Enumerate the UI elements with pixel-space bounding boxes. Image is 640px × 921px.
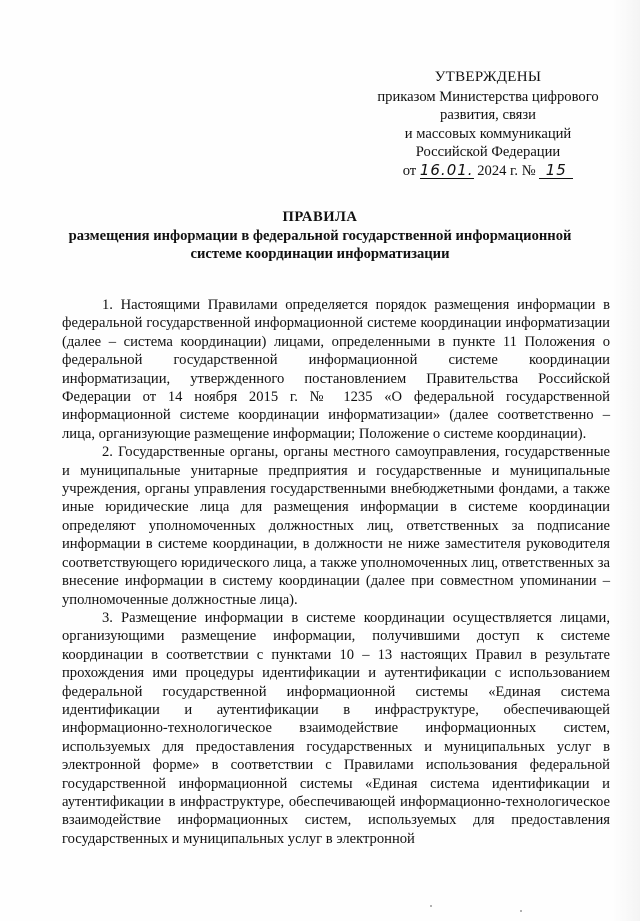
paragraph-1: 1. Настоящими Правилами определяется порядок размещения информации в федеральной государственной информационной системе координации информатизации (далее – система координации) лицами, определенными в пункте 11 Положения о федеральной государственной информационной системе координации информатизации, утвержденного постановлением Правительства Российской Федерации от 14 ноября 2015 г. № 1235 «О федеральной государственной информационной системе координации информатизации» (далее соответственно – лица, организующие размещение информации; Положение о системе координации). (62, 297, 610, 442)
scan-speck (520, 910, 522, 912)
document-title (20, 208, 620, 263)
handwritten-date: 16.01. (419, 160, 474, 179)
approval-heading: УТВЕРЖДЕНЫ (434, 69, 542, 85)
title-line-2: размещения информации в федеральной государственной информационной (68, 228, 572, 244)
approval-block (368, 68, 608, 181)
date-prefix: от (402, 162, 417, 179)
paragraph-3: 3. Размещение информации в системе координации осуществляется лицами, организующими размещение информации, получившими доступ к системе координации в соответствии с пунктами 10 – 13 настоящих Правил в результате прохождения ими процедуры идентификации и аутентификации с использованием федеральной государственной информационной системы «Единая система идентификации и аутентификации в инфраструктуре, обеспечивающей информационно-технологическое взаимодействие информационных систем, используемых для предоставления государственных и муниципальных услуг в электронной форме» в соответствии с Правилами использования федеральной государственной информационной системы «Единая система идентификации и аутентификации в инфраструктуре, обеспечивающей информационно-технологическое взаимодействие информационных систем, используемых для предоставления государственных и муниципальных услуг в электронной (62, 609, 610, 847)
handwritten-number: 15 (539, 162, 573, 179)
approval-line-4: Российской Федерации (415, 144, 561, 161)
paragraph-2: 2. Государственные органы, органы местного самоуправления, государственные и муниципальные унитарные предприятия и государственные и муниципальные учреждения, органы управления государственными внебюджетными фондами, а также иные юридические лица для размещения информации в системе координации определяют уполномоченных должностных лиц, ответственных за подписание информации в системе координации, в должности не ниже заместителя руководителя соответствующего юридического лица, а также уполномоченных лиц, ответственных за внесение информации в систему координации (далее при совместном упоминании – уполномоченные должностные лица). (62, 444, 610, 608)
approval-line-3: и массовых коммуникаций (404, 125, 572, 142)
scan-speck (430, 905, 432, 907)
document-body (62, 296, 610, 848)
title-line-3: системе координации информатизации (190, 246, 450, 262)
title-line-1: ПРАВИЛА (282, 209, 358, 225)
approval-date-line (368, 162, 608, 181)
approval-line-2: развития, связи (440, 107, 536, 124)
approval-line-1: приказом Министерства цифрового (377, 88, 599, 105)
scan-edge-shade (612, 0, 640, 921)
date-year: 2024 г. № (477, 162, 536, 179)
